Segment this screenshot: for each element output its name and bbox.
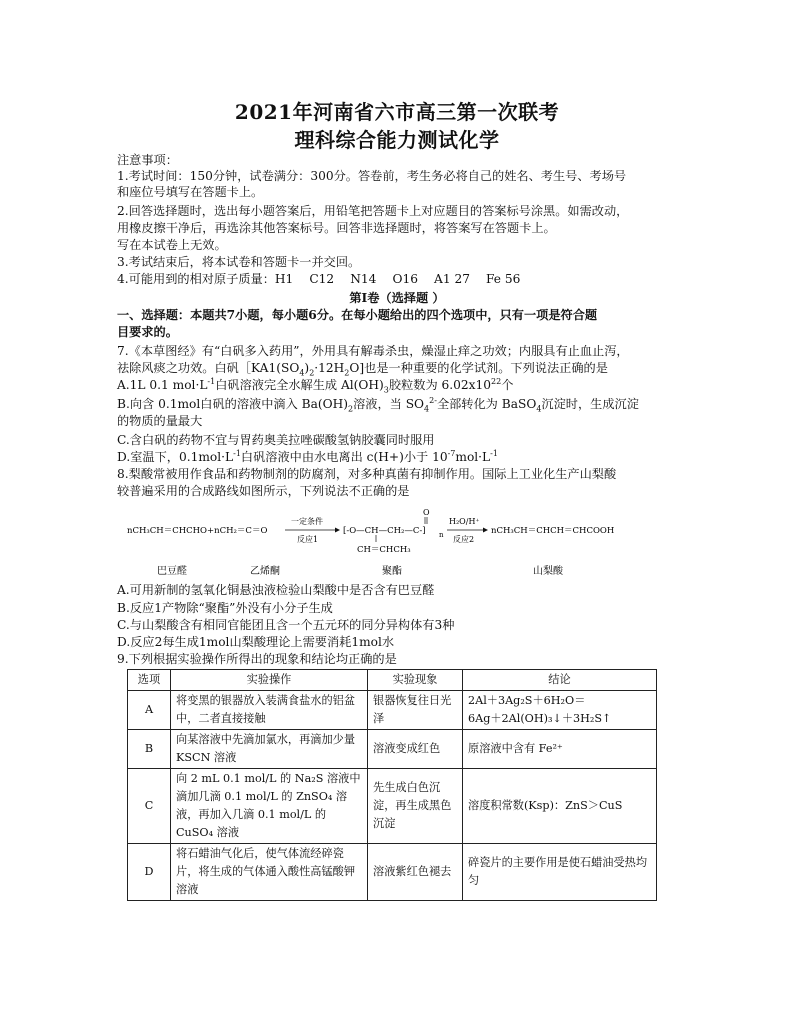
col-operation: 实验操作 <box>171 670 368 691</box>
table-row <box>128 844 657 901</box>
exam-title: 2021年河南省六市高三第一次联考 <box>234 100 560 124</box>
section-header: 第Ⅰ卷（选择题 ） <box>349 291 445 305</box>
row-conclusion: 2Al＋3Ag₂S＋6H₂O＝ 6Ag＋2Al(OH)₃↓＋3H₂S↑ <box>463 691 657 730</box>
section-instruction-1: 一、选择题：本题共7小题，每小题6分。在每小题给出的四个选项中，只有一项是符合题 <box>117 308 598 322</box>
q7-option-d: D.室温下，$0.1mol\cdot L^{-1}$白矾溶液中由水电离出 c(H+)小于 $10^{-7}mol\cdot L^{-1}$ <box>117 448 498 464</box>
col-option: 选项 <box>128 670 171 691</box>
label-sorbic-acid: 山梨酸 <box>533 566 563 577</box>
notice-line-6: 3.考试结束后，将本试卷和答题卡一并交回。 <box>117 255 361 269</box>
polymer-carbonyl-o: O <box>423 508 430 517</box>
q8-stem-1: 8.梨酸常被用作食品和药物制剂的防腐剂，对多种真菌有抑制作用。国际上工业化生产山梨酸 <box>117 467 617 481</box>
product-formula: nCH₃CH＝CHCH＝CHCOOH <box>491 526 615 536</box>
row-conclusion: 溶度积常数(Ksp)：ZnS＞CuS <box>463 769 657 844</box>
label-polyester: 聚酯 <box>382 566 402 577</box>
q9-stem: 9.下列根据实验操作所得出的现象和结论均正确的是 <box>117 652 397 666</box>
reactant-formula: nCH₃CH＝CHCHO+nCH₂＝C＝O <box>127 526 268 536</box>
notice-line-1: 1.考试时间：150分钟，试卷满分：300分。答卷前，考生务必将自己的姓名、考生号、考场号 <box>117 169 627 183</box>
polymer-side-chain: CH＝CHCH₃ <box>357 545 411 555</box>
notice-line-7: 4.可能用到的相对原子质量：H1 C12 N14 O16 A1 27 Fe 56 <box>117 272 521 286</box>
row-option: B <box>128 730 171 769</box>
arrow-head-2 <box>483 528 488 533</box>
q8-stem-2: 较普遍采用的合成路线如图所示，下列说法不正确的是 <box>117 484 410 498</box>
notice-line-2: 和座位号填写在答题卡上。 <box>117 185 264 199</box>
q7-option-c: C.含白矾的药物不宜与胃药奥美拉唑碳酸氢钠胶囊同时服用 <box>117 433 435 447</box>
row-operation: 将变黑的银器放入装满食盐水的铝盆中，二者直接接触 <box>171 691 368 730</box>
condition-2-bottom: 反应2 <box>453 535 475 544</box>
q8-option-d: D.反应2每生成1mol山梨酸理论上需要消耗1mol水 <box>117 635 395 649</box>
table-row <box>128 769 657 844</box>
row-option: D <box>128 844 171 901</box>
row-option: A <box>128 691 171 730</box>
table-header-row <box>128 670 657 691</box>
condition-2-top: H₂O/H⁺ <box>449 517 480 526</box>
row-conclusion: 原溶液中含有 Fe²⁺ <box>463 730 657 769</box>
notice-heading: 注意事项： <box>117 153 178 167</box>
condition-1-top: 一定条件 <box>291 517 323 526</box>
label-crotonaldehyde: 巴豆醛 <box>157 566 187 577</box>
q7-option-a: A.1L 0.1 $mol\cdot L^{-1}$白矾溶液完全水解生成 $Al(OH)_3$胶粒数为 $6.02x10^{22}$个 <box>117 376 514 395</box>
q7-option-b-1: B.向含 0.1mol白矾的溶液中滴入 $Ba(OH)_2$溶液，当 $SO_4^{2-}$全部转化为 BaSO$_4$沉淀时，生成沉淀 <box>117 395 639 414</box>
row-operation: 将石蜡油气化后，使气体流经碎瓷片，将生成的气体通入酸性高锰酸钾溶液 <box>171 844 368 901</box>
col-conclusion: 结论 <box>463 670 657 691</box>
row-phenomenon: 先生成白色沉淀，再生成黑色沉淀 <box>368 769 463 844</box>
notice-line-3: 2.回答选择题时，选出每小题答案后，用铅笔把答题卡上对应题目的答案标号涂黑。如需改动， <box>117 204 629 218</box>
label-ketene: 乙烯酮 <box>250 566 280 577</box>
reaction-scheme <box>117 504 677 580</box>
row-phenomenon: 溶液变成红色 <box>368 730 463 769</box>
q7-stem-1: 7.《本草图经》有“白矾多入药用”，外用具有解毒杀虫，燥湿止痒之功效；内服具有止血止泻， <box>117 344 629 358</box>
row-phenomenon: 银器恢复往日光泽 <box>368 691 463 730</box>
q7-option-b-2: 的物质的量最大 <box>117 414 203 428</box>
row-conclusion: 碎瓷片的主要作用是使石蜡油受热均匀 <box>463 844 657 901</box>
section-instruction-2: 目要求的。 <box>117 325 178 339</box>
row-operation: 向 2 mL 0.1 mol/L 的 Na₂S 溶液中滴加几滴 0.1 mol/L 的 ZnSO₄ 溶液，再加入几滴 0.1 mol/L 的 CuSO₄ 溶液 <box>171 769 368 844</box>
arrow-head-1 <box>335 528 340 533</box>
notice-line-5: 写在本试卷上无效。 <box>117 238 227 252</box>
table-row <box>128 691 657 730</box>
row-phenomenon: 溶液紫红色褪去 <box>368 844 463 901</box>
table-row <box>128 730 657 769</box>
notice-line-4: 用橡皮擦干净后，再选涂其他答案标号。回答非选择题时，将答案写在答题卡上。 <box>117 221 556 235</box>
q8-option-a: A.可用新制的氢氧化铜悬浊液检验山梨酸中是否含有巴豆醛 <box>117 583 435 597</box>
col-phenomenon: 实验现象 <box>368 670 463 691</box>
row-option: C <box>128 769 171 844</box>
row-operation: 向某溶液中先滴加氯水，再滴加少量 KSCN 溶液 <box>171 730 368 769</box>
q7-stem-2: 祛除风痰之功效。白矾$[KA1(SO_4)_2\cdot 12H_2O$]也是一种重要的化学试剂。下列说法正确的是 <box>117 361 608 378</box>
polymer-formula: [-O—CH—CH₂—C-] <box>343 526 426 536</box>
experiment-table <box>127 669 657 901</box>
polymer-n: n <box>439 531 444 539</box>
q8-option-b: B.反应1产物除“聚酯”外没有小分子生成 <box>117 601 333 615</box>
q8-option-c: C.与山梨酸含有相同官能团且含一个五元环的同分异构体有3种 <box>117 618 455 632</box>
exam-subtitle: 理科综合能力测试化学 <box>294 128 500 152</box>
condition-1-bottom: 反应1 <box>297 535 319 544</box>
